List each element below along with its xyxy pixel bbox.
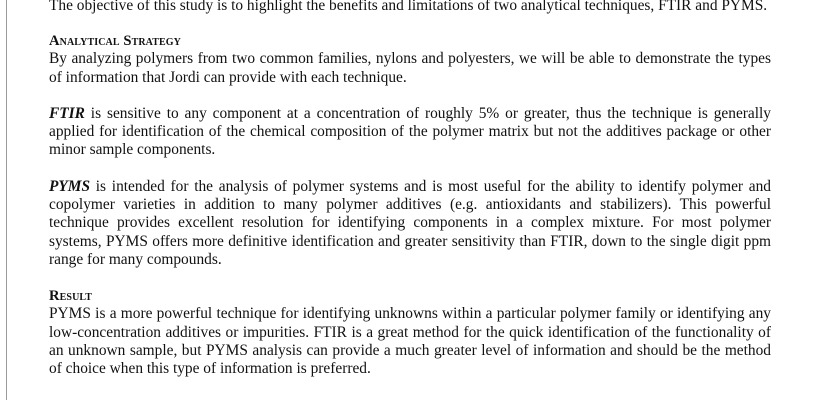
pyms-paragraph [49,178,771,269]
pyms-term: PYMS [49,177,91,195]
pyms-description: is intended for the analysis of polymer systems and is most useful for the ability to identify polymer and copolymer varieties in addition to many polymer additives (e.g. antioxidants and stabilizers). This powerful technique provides excellent resolution for identifying components in a complex mixture. For most polymer systems, PYMS offers more definitive identification and greater sensitivity than FTIR, down to the single digit ppm range for many compounds. [49,177,771,268]
analytical-strategy-heading: Analytical Strategy [49,33,182,50]
ftir-paragraph [49,105,771,160]
analytical-strategy-paragraph: By analyzing polymers from two common families, nylons and polyesters, we will be able to demonstrate the types of information that Jordi can provide with each technique. [49,50,771,86]
objective-paragraph: The objective of this study is to highlight the benefits and limitations of two analytical techniques, FTIR and PYMS. [49,0,768,14]
result-paragraph: PYMS is a more powerful technique for identifying unknowns within a particular polymer family or identifying any low-concentration additives or impurities. FTIR is a great method for the quick identification of the functionality of an unknown sample, but PYMS analysis can provide a much greater level of information and should be the method of choice when this type of information is preferred. [49,305,771,378]
document-body [49,0,771,378]
page-left-border [6,0,7,400]
ftir-description: is sensitive to any component at a concentration of roughly 5% or greater, thus the technique is generally applied for identification of the chemical composition of the polymer matrix but not the additives package or other minor sample components. [49,104,771,159]
ftir-term: FTIR [49,104,85,122]
result-heading: Result [49,288,93,305]
